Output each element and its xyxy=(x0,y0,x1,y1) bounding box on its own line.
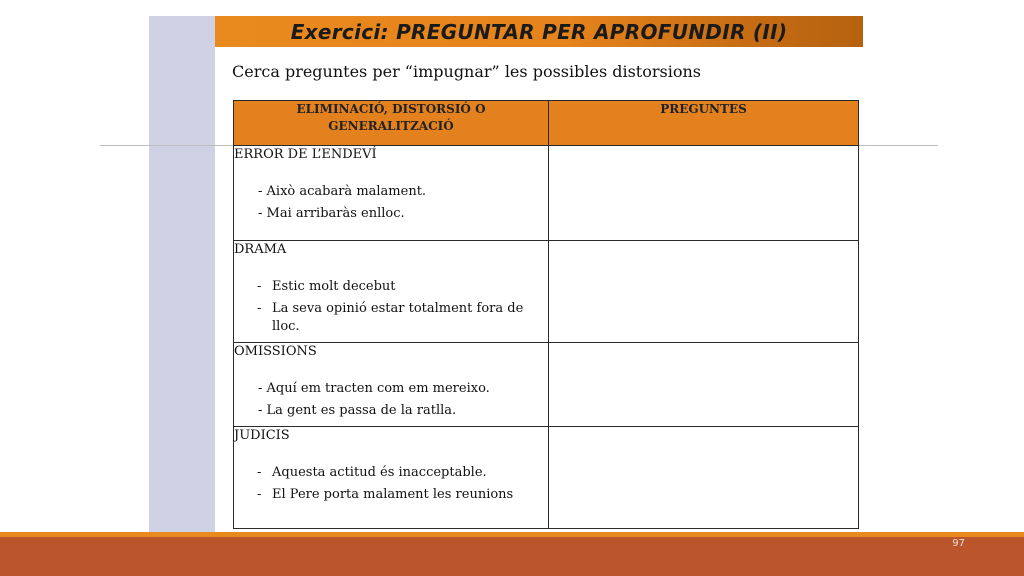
table-row xyxy=(234,427,859,529)
side-decoration-band xyxy=(149,16,215,560)
slide-subtitle: Cerca preguntes per “impugnar” les possibles distorsions xyxy=(232,62,701,81)
example-text: Estic molt decebut xyxy=(272,279,396,294)
example-item: - El Pere porta malament les reunions xyxy=(257,487,514,502)
questions-cell[interactable] xyxy=(549,427,859,529)
category-cell xyxy=(234,146,549,241)
example-text: Aquesta actitud és inacceptable. xyxy=(272,465,487,480)
category-name: OMISSIONS xyxy=(234,344,317,359)
header-questions: PREGUNTES xyxy=(549,101,859,146)
category-name: DRAMA xyxy=(234,242,287,257)
example-text: La seva opinió estar totalment fora de lloc. xyxy=(272,301,524,334)
footer-bar xyxy=(0,537,1024,576)
example-text: - Mai arribaràs enlloc. xyxy=(258,206,405,221)
category-name: ERROR DE L’ENDEVÍ xyxy=(234,147,377,162)
header-distortion: ELIMINACIÓ, DISTORSIÓ O GENERALITZACIÓ xyxy=(234,101,549,146)
questions-cell[interactable] xyxy=(549,146,859,241)
example-item: - La seva opinió estar totalment fora de lloc. xyxy=(257,301,524,334)
questions-cell[interactable] xyxy=(549,343,859,427)
example-text: - Això acabarà malament. xyxy=(258,184,427,199)
page-number: 97 xyxy=(952,538,965,549)
example-item: - Aquesta actitud és inacceptable. xyxy=(257,465,487,480)
example-item: - Estic molt decebut xyxy=(257,279,396,294)
category-cell xyxy=(234,343,549,427)
slide-title: Exercici: PREGUNTAR PER APROFUNDIR (II) xyxy=(290,19,788,44)
example-text: - Aquí em tracten com em mereixo. xyxy=(258,381,490,396)
example-text: El Pere porta malament les reunions xyxy=(272,487,514,502)
table-row xyxy=(234,241,859,343)
table-row xyxy=(234,146,859,241)
distortions-table xyxy=(233,100,859,529)
category-cell xyxy=(234,241,549,343)
table-header-row xyxy=(234,101,859,146)
category-name: JUDICIS xyxy=(234,428,290,443)
category-cell xyxy=(234,427,549,529)
title-bar xyxy=(215,16,863,47)
questions-cell[interactable] xyxy=(549,241,859,343)
table-row xyxy=(234,343,859,427)
example-text: - La gent es passa de la ratlla. xyxy=(258,403,457,418)
